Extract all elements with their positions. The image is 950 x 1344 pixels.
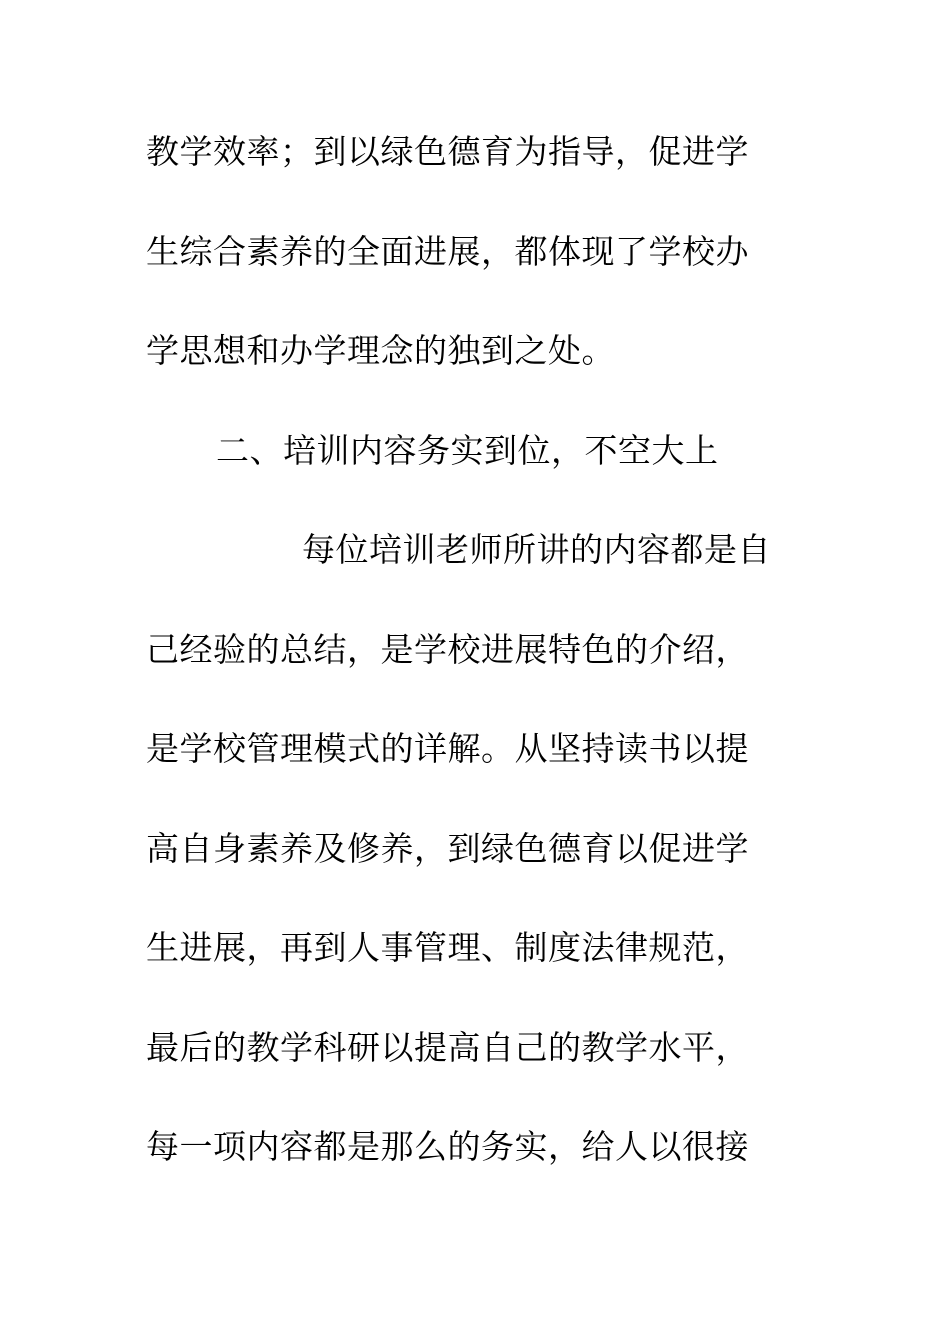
body-text-line: 己经验的总结，是学校进展特色的介绍，	[146, 630, 749, 669]
body-text-line: 学思想和办学理念的独到之处。	[146, 331, 615, 370]
section-heading: 二、培训内容务实到位，不空大上	[216, 431, 719, 470]
body-text-line: 教学效率；到以绿色德育为指导，促进学	[146, 132, 749, 171]
body-text-line: 最后的教学科研以提高自己的教学水平，	[146, 1028, 749, 1067]
body-text-line: 生综合素养的全面进展，都体现了学校办	[146, 232, 749, 271]
body-text-line: 每一项内容都是那么的务实，给人以很接	[146, 1127, 749, 1166]
body-text-line: 是学校管理模式的详解。从坚持读书以提	[146, 729, 749, 768]
body-text-line: 每位培训老师所讲的内容都是自	[302, 530, 771, 569]
body-text-line: 高自身素养及修养，到绿色德育以促进学	[146, 829, 749, 868]
body-text-line: 生进展，再到人事管理、制度法律规范，	[146, 928, 749, 967]
